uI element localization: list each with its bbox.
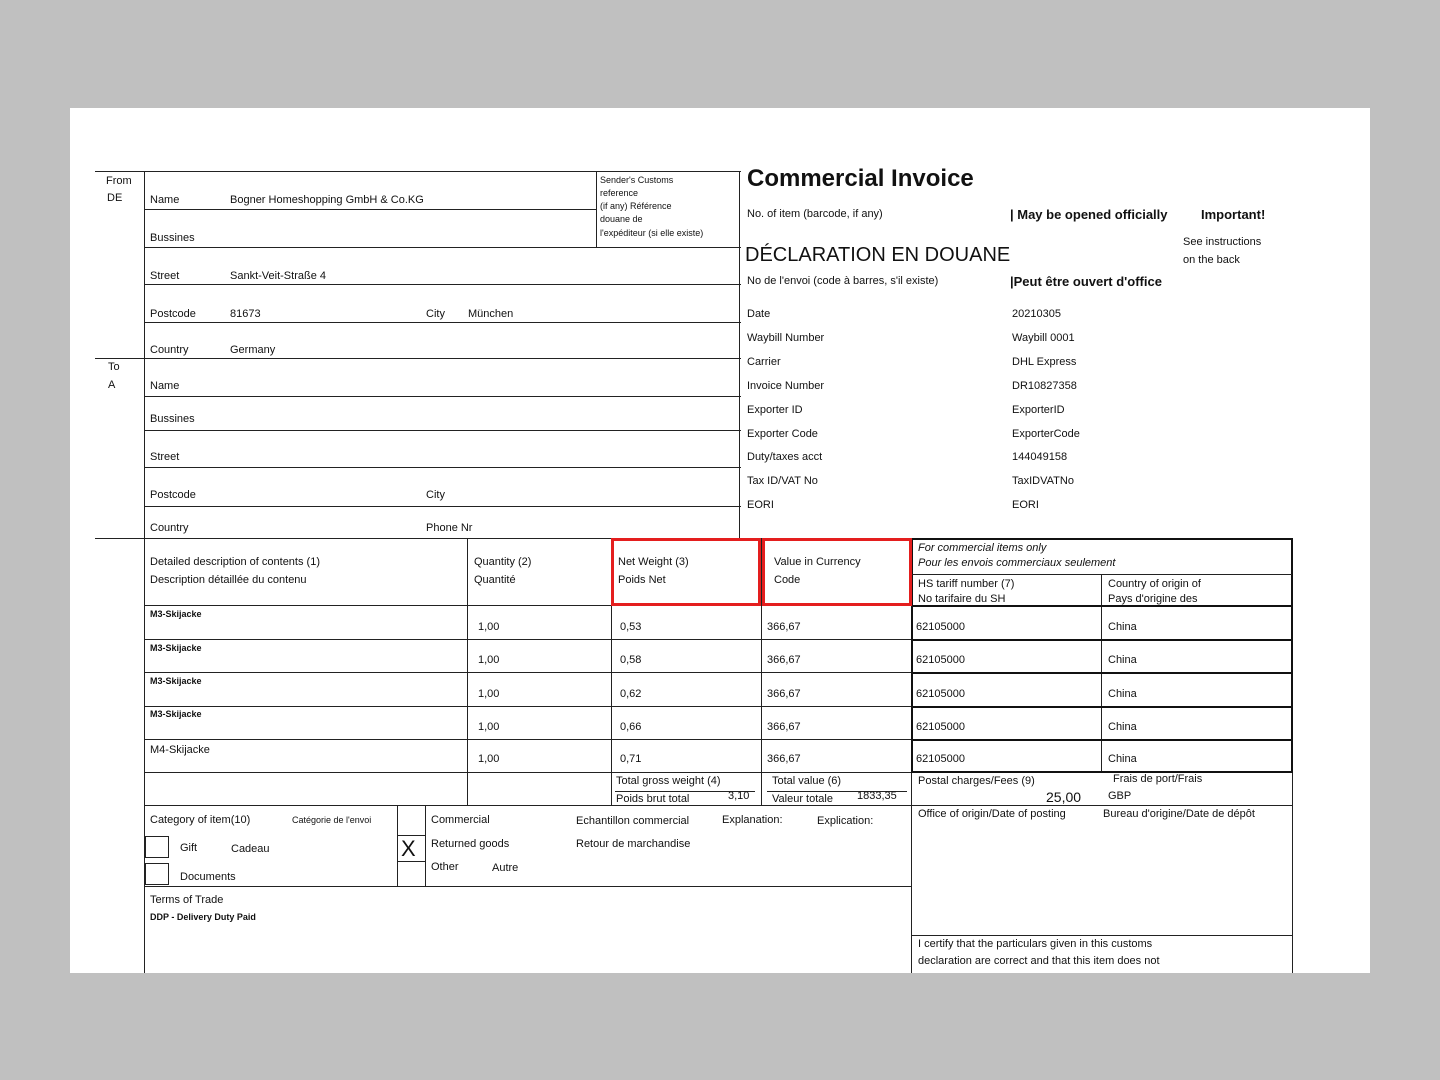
detail-eori-value: EORI	[1012, 499, 1039, 511]
detail-invoice-value: DR10827358	[1012, 380, 1077, 392]
from-country: DE	[107, 192, 123, 204]
value-header-2: Code	[774, 574, 801, 586]
row2-desc: M3-Skijacke	[150, 643, 202, 653]
sender-postcode: 81673	[230, 308, 261, 320]
desc-header-1: Detailed description of contents (1)	[150, 556, 320, 568]
detail-tax-value: TaxIDVATNo	[1012, 475, 1074, 487]
sender-street: Sankt-Veit-Straße 4	[230, 270, 326, 282]
total-value-label-fr: Valeur totale	[772, 793, 833, 805]
commercial-box-top	[911, 538, 1293, 540]
other-option: Other	[431, 861, 459, 873]
recipient-phone-label: Phone Nr	[426, 522, 473, 534]
sender-street-label: Street	[150, 270, 180, 282]
explanation-label: Explanation:	[722, 814, 783, 826]
invoice-title: Commercial Invoice	[747, 165, 974, 192]
detail-tax-label: Tax ID/VAT No	[747, 475, 818, 487]
row5-desc: M4-Skijacke	[150, 744, 210, 756]
mark-box-bottom	[397, 861, 425, 862]
origin-header-1: Country of origin of	[1108, 578, 1201, 590]
qty-header-2: Quantité	[474, 574, 516, 586]
other-option-fr: Autre	[492, 862, 519, 874]
certify-line-2: declaration are correct and that this item does not	[918, 955, 1160, 967]
row3-value: 366,67	[767, 688, 801, 700]
row5-origin: China	[1108, 753, 1137, 765]
from-top-line	[95, 171, 741, 172]
category-label-fr: Catégorie de l'envoi	[292, 815, 372, 825]
row1-weight: 0,53	[620, 621, 642, 633]
line-to-business-bottom	[145, 430, 741, 431]
row5-bottom	[145, 772, 912, 773]
row4-desc: M3-Skijacke	[150, 709, 202, 719]
returned-goods-option: Returned goods	[431, 838, 510, 850]
origin-header-2: Pays d'origine des	[1108, 593, 1198, 605]
value-highlight	[762, 538, 912, 606]
category-bottom	[145, 886, 912, 887]
desc-header-2: Description détaillée du contenu	[150, 574, 307, 586]
weight-header-2: Poids Net	[618, 574, 666, 586]
row5-value: 366,67	[767, 753, 801, 765]
recipient-city-label: City	[426, 489, 445, 501]
office-origin-label: Office of origin/Date of posting	[918, 808, 1066, 820]
customs-ref-line-1: Sender's Customs	[600, 175, 674, 185]
see-instructions-2: on the back	[1183, 254, 1240, 266]
from-label: From	[106, 175, 132, 187]
sender-name: Bogner Homeshopping GmbH & Co.KG	[230, 194, 424, 206]
detail-exporter-code-value: ExporterCode	[1012, 428, 1080, 440]
customs-ref-line-3: (if any) Référence	[600, 201, 672, 211]
row5-qty: 1,00	[478, 753, 500, 765]
detail-date-value: 20210305	[1012, 308, 1061, 320]
customs-ref-line-4: douane de	[600, 214, 643, 224]
row3-origin: China	[1108, 688, 1137, 700]
commercial-note-bottom	[911, 574, 1292, 575]
detail-invoice-label: Invoice Number	[747, 380, 825, 392]
row2-value: 366,67	[767, 654, 801, 666]
recipient-country-label: Country	[150, 522, 189, 534]
row4-weight: 0,66	[620, 721, 642, 733]
detail-eori-label: EORI	[747, 499, 774, 511]
row4-hs: 62105000	[916, 721, 965, 733]
row3-qty: 1,00	[478, 688, 500, 700]
row4-value: 366,67	[767, 721, 801, 733]
sender-name-label: Name	[150, 194, 180, 206]
detail-duty-label: Duty/taxes acct	[747, 451, 823, 463]
recipient-postcode-label: Postcode	[150, 489, 196, 501]
col-line-right-lower	[911, 772, 912, 973]
detail-carrier-label: Carrier	[747, 356, 781, 368]
gift-label-fr: Cadeau	[231, 843, 270, 855]
category-label: Category of item(10)	[150, 814, 251, 826]
customs-ref-left-line	[596, 171, 597, 247]
value-header-1: Value in Currency	[774, 556, 861, 568]
opened-officially-fr: |Peut être ouvert d'office	[1010, 274, 1162, 289]
customs-ref-line-5: l'expéditeur (si elle existe)	[600, 228, 704, 238]
from-right-line	[739, 171, 740, 538]
category-divider-2	[425, 805, 426, 886]
documents-label: Documents	[180, 871, 236, 883]
recipient-business-label: Bussines	[150, 413, 195, 425]
line-to-name-bottom	[145, 396, 741, 397]
row5-hs: 62105000	[916, 753, 965, 765]
sender-city: München	[468, 308, 514, 320]
postal-label: Postal charges/Fees (9)	[918, 775, 1035, 787]
gift-checkbox[interactable]	[145, 836, 169, 858]
invoice-page	[70, 108, 1370, 973]
documents-checkbox[interactable]	[145, 863, 169, 885]
line-to-postcode-bottom	[145, 506, 741, 507]
row1-bottom	[145, 639, 912, 640]
to-country: A	[108, 379, 116, 391]
detail-exporter-id-label: Exporter ID	[747, 404, 803, 416]
office-bottom	[911, 935, 1292, 936]
total-value: 1833,35	[857, 790, 897, 802]
returned-goods-mark: X	[401, 836, 416, 861]
terms-label: Terms of Trade	[150, 894, 224, 906]
row3-bottom	[145, 706, 912, 707]
row1-desc: M3-Skijacke	[150, 609, 202, 619]
opened-officially-en: | May be opened officially	[1010, 207, 1168, 222]
detail-exporter-id-value: ExporterID	[1012, 404, 1065, 416]
row2-qty: 1,00	[478, 654, 500, 666]
row1-hs: 62105000	[916, 621, 965, 633]
total-value-label: Total value (6)	[772, 775, 842, 787]
line-to-street-bottom	[145, 467, 741, 468]
detail-waybill-label: Waybill Number	[747, 332, 825, 344]
row2-origin: China	[1108, 654, 1137, 666]
sender-business-label: Bussines	[150, 232, 195, 244]
recipient-name-label: Name	[150, 380, 180, 392]
commercial-box-bottom	[911, 771, 1293, 773]
item-no-label-fr: No de l'envoi (code à barres, s'il existe)	[747, 275, 939, 287]
detail-exporter-code-label: Exporter Code	[747, 428, 818, 440]
line-to-top	[95, 358, 741, 359]
recipient-street-label: Street	[150, 451, 180, 463]
line-business-bottom	[145, 247, 741, 248]
row3-hs: 62105000	[916, 688, 965, 700]
qty-header-1: Quantity (2)	[474, 556, 532, 568]
row4-origin: China	[1108, 721, 1137, 733]
mark-box-top	[397, 835, 425, 836]
commercial-option: Commercial	[431, 814, 490, 826]
gross-weight-value: 3,10	[728, 790, 750, 802]
returned-goods-option-fr: Retour de marchandise	[576, 838, 691, 850]
see-instructions-1: See instructions	[1183, 236, 1262, 248]
row2-bottom	[145, 672, 912, 673]
terms-value: DDP - Delivery Duty Paid	[150, 912, 256, 922]
gift-label: Gift	[180, 842, 198, 854]
sender-country-label: Country	[150, 344, 189, 356]
declaration-title-fr: DÉCLARATION EN DOUANE	[745, 244, 1011, 266]
postal-value: 25,00	[1046, 789, 1082, 805]
row3-bottom-right	[911, 706, 1293, 708]
sender-postcode-label: Postcode	[150, 308, 196, 320]
sender-country: Germany	[230, 344, 276, 356]
row2-weight: 0,58	[620, 654, 642, 666]
commercial-note-1: For commercial items only	[918, 542, 1047, 554]
row1-origin: China	[1108, 621, 1137, 633]
row2-hs: 62105000	[916, 654, 965, 666]
important-label: Important!	[1201, 207, 1266, 222]
row3-weight: 0,62	[620, 688, 642, 700]
line-street-bottom	[145, 284, 741, 285]
certify-line-1: I certify that the particulars given in this customs	[918, 938, 1153, 950]
gross-weight-label: Total gross weight (4)	[616, 775, 721, 787]
detail-date-label: Date	[747, 308, 771, 320]
detail-carrier-value: DHL Express	[1012, 356, 1077, 368]
to-label: To	[108, 361, 120, 373]
line-postcode-bottom	[145, 322, 741, 323]
detail-duty-value: 144049158	[1012, 451, 1068, 463]
net-weight-highlight	[611, 538, 761, 606]
row2-bottom-right	[911, 672, 1293, 674]
commercial-note-2: Pour les envois commerciaux seulement	[918, 557, 1116, 569]
line-name-bottom	[145, 209, 596, 210]
postal-label-fr: Frais de port/Frais	[1113, 773, 1203, 785]
customs-ref-line-2: reference	[600, 188, 639, 198]
row4-qty: 1,00	[478, 721, 500, 733]
hs-header-2: No tarifaire du SH	[918, 593, 1006, 605]
row1-value: 366,67	[767, 621, 801, 633]
office-origin-label-fr: Bureau d'origine/Date de dépôt	[1103, 808, 1255, 820]
col-line-right-edge	[1292, 772, 1293, 973]
totals-bottom	[145, 805, 1292, 806]
weight-header-1: Net Weight (3)	[618, 556, 689, 568]
row5-weight: 0,71	[620, 753, 642, 765]
row1-qty: 1,00	[478, 621, 500, 633]
detail-waybill-value: Waybill 0001	[1012, 332, 1075, 344]
row1-bottom-right	[911, 639, 1293, 641]
postal-currency: GBP	[1108, 790, 1132, 802]
gross-weight-label-fr: Poids brut total	[616, 793, 690, 805]
item-no-label: No. of item (barcode, if any)	[747, 208, 883, 220]
row4-bottom	[145, 739, 912, 740]
commercial-option-fr: Echantillon commercial	[576, 815, 690, 827]
explanation-label-fr: Explication:	[817, 815, 874, 827]
hs-header-1: HS tariff number (7)	[918, 578, 1015, 590]
sender-city-label: City	[426, 308, 445, 320]
row4-bottom-right	[911, 739, 1293, 741]
row3-desc: M3-Skijacke	[150, 676, 202, 686]
